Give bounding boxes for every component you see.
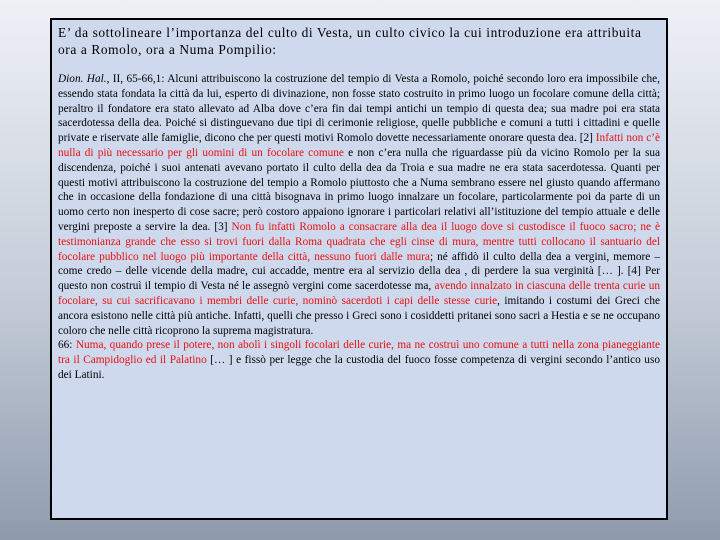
- text-box: [50, 18, 668, 520]
- body-segment: , II, 65-66,1: Alcuni attribuiscono la costruzione del tempio di Vesta a Romolo, poiché secondo loro era impossibile che, essendo stata fondata la città da lui, esperto di divinazione, non fosse stato costruito in primo luogo un focolare comune della città; peraltro il fondatore era stato allevato ad Alba dove c’era fin dai tempi antichi un tempio di questa dea; sua madre poi era stata sacerdotessa della dea. Poiché si distinguevano due tipi di cerimonie religiose, quelle pubbliche e comuni a tutti i cittadini e quelle private e riservate alle famiglie, dicono che per questi motivi Romolo dovette necessariamente onorare questa dea. [2]: [58, 73, 661, 145]
- body-segment: , imitando i costumi dei Greci che ancora esistono nelle città più antiche. Infatti, quelli che presso i Greci sono i cosiddetti pritanei sono sacri a Hestia e se ne occupano coloro che nelle città ricoprono la suprema magistratura.: [58, 294, 660, 337]
- highlighted-segment: Infatti non c’è nulla di più necessario per gli uomini di un focolare comune: [58, 132, 660, 159]
- body-segment: [… ] e fissò per legge che la custodia del fuoco fosse competenza di vergini secondo l’antico uso dei Latini.: [58, 354, 660, 381]
- quotation-body: [58, 72, 660, 383]
- highlighted-segment: Non fu infatti Romolo a consacrare alla dea il luogo dove si custodisce il fuoco sacro; ne è testimonianza grande che esso si trovi fuori dalla Roma quadrata che egli cinse di mura, mentre tutti collocano il santuario del focolare pubblico nel luogo più importante della città, nessuno fuori dalle mura: [58, 220, 660, 263]
- slide-title: E’ da sottolineare l’importanza del culto di Vesta, un culto civico la cui introduzione era attribuita ora a Romolo, ora a Numa Pompilio:: [58, 25, 642, 57]
- citation-source: Dion. Hal.: [58, 73, 107, 85]
- body-segment: ; né affidò il culto della dea a vergini, memore – come credo – delle vicende della madre, cui accadde, mentre era al servizio della dea , di perdere la sua verginità [… ]. [4] Per questo non costruì il tempio di Vesta né le assegnò vergini come sacerdotesse ma,: [58, 250, 660, 293]
- body-segment: e non c’era nulla che riguardasse più da vicino Romolo per la sua discendenza, poiché i suoi antenati avevano portato il culto della dea da Troia e sua madre ne era stata sacerdotessa. Quanti per questi motivi attribuiscono la costruzione del tempio a Romolo piuttosto che a Numa sembrano essere nel giusto quando affermano che in occasione della fondazione di una città bisognava in primo luogo innalzare un focolare, particolarmente poi da parte di un uomo certo non inesperto di cose sacre; però costoro appaiono ignorare i particolari relativi all’istituzione del tempio attuale e delle vergini preposte a servire la dea. [3]: [58, 146, 661, 233]
- highlighted-segment: Numa, quando prese il potere, non abolì i singoli focolari delle curie, ma ne costruì uno comune a tutti nella zona pianeggiante tra il Campidoglio ed il Palatino: [58, 339, 661, 367]
- section-number: 66:: [58, 339, 76, 352]
- highlighted-segment: avendo innalzato in ciascuna delle trenta curie un focolare, su cui sacrificavano i membri delle curie, nominò sacerdoti i capi delle stesse curie: [58, 280, 660, 307]
